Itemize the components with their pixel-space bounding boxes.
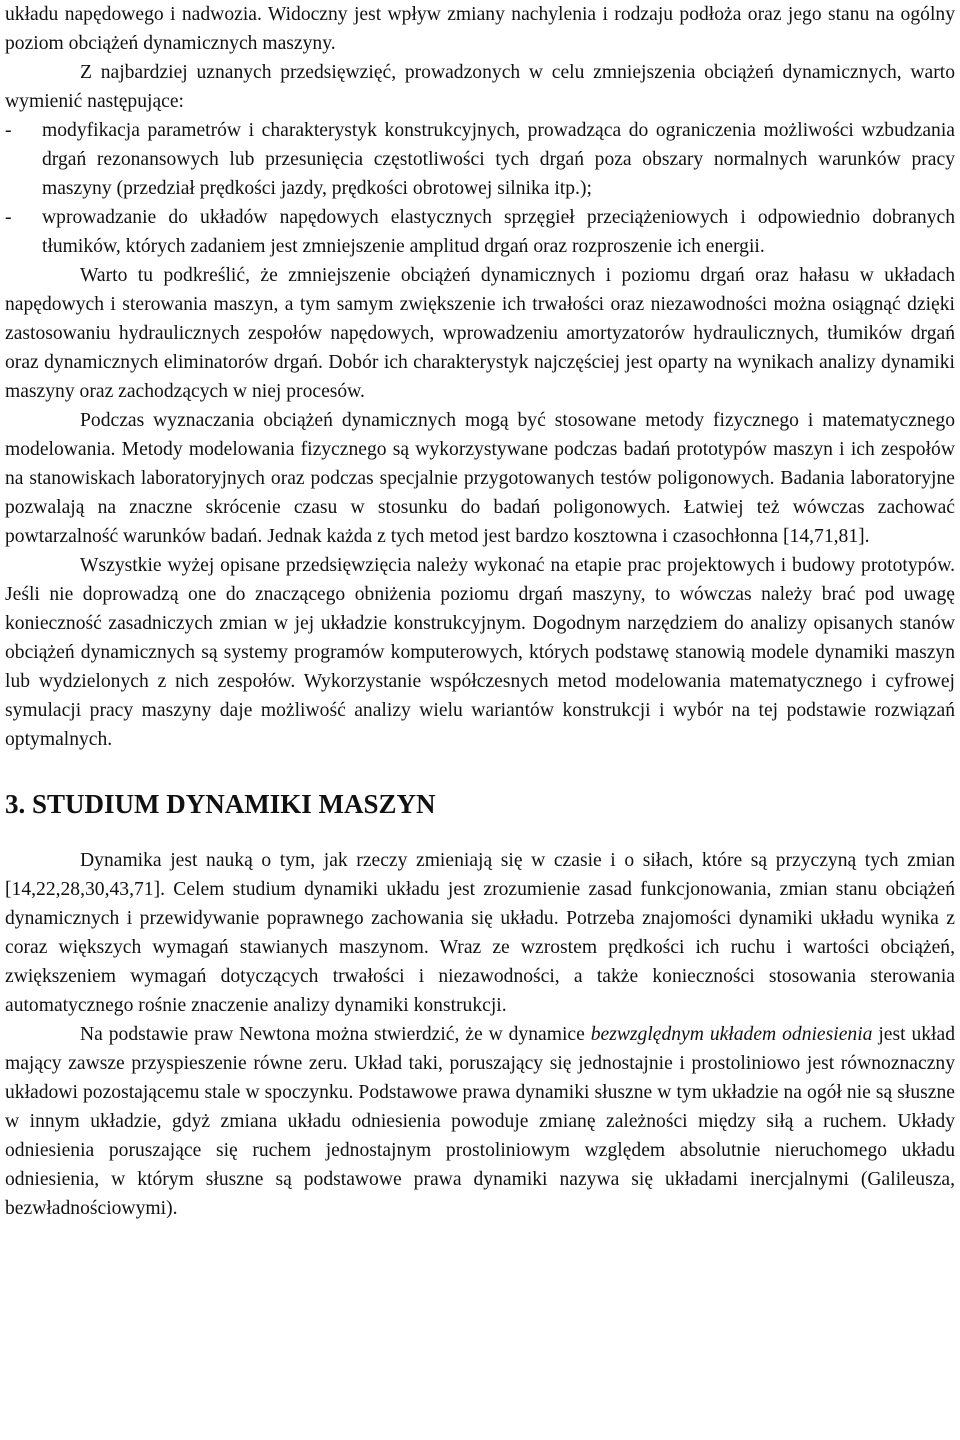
list-dash: -	[5, 207, 12, 228]
section-heading: 3. STUDIUM DYNAMIKI MASZYN	[5, 789, 436, 819]
paragraph-dynamics-definition: Dynamika jest nauką o tym, jak rzeczy zmieniają się w czasie i o siłach, które są przyczyną tych zmian [14,22,28,30,43,71]. Celem studium dynamiki układu jest zrozumienie zasad funkcjonowania, zmian stanu obciążeń dynamicznych i przewidywanie poprawnego zachowania się układu. Potrzeba znajomości dynamiki układu wynika z coraz większych wymagań stawianych maszynom. Wraz ze wzrostem prędkości ich ruchu i wartości obciążeń, zwiększeniem wymagań dotyczących trwałości i niezawodności, a także konieczności stosowania sterowania automatycznego rośnie znaczenie analizy dynamiki konstrukcji.	[5, 850, 955, 1016]
paragraph-design: Wszystkie wyżej opisane przedsięwzięcia należy wykonać na etapie prac projektowych i budowy prototypów. Jeśli nie doprowadzą one do znaczącego obniżenia poziomu drgań maszyny, to wówczas należy brać pod uwagę konieczność zasadniczych zmian w jej układzie konstrukcyjnym. Dogodnym narzędziem do analizy opisanych stanów obciążeń dynamicznych są systemy programów komputerowych, których podstawę stanowią modele dynamiki maszyn lub wydzielonych z nich zespołów. Wykorzystanie współczesnych metod modelowania matematycznego i cyfrowej symulacji pracy maszyny daje możliwość analizy wielu wariantów konstrukcji i wybór na tej podstawie rozwiązań optymalnych.	[5, 555, 955, 750]
list-item-text: modyfikacja parametrów i charakterystyk konstrukcyjnych, prowadząca do ograniczenia możliwości wzbudzania drgań rezonansowych lub przesunięcia częstotliwości tych drgań poza obszary normalnych warunków pracy maszyny (przedział prędkości jazdy, prędkości obrotowej silnika itp.);	[42, 120, 955, 199]
list-item	[5, 116, 955, 203]
paragraph-intro-list: Z najbardziej uznanych przedsięwzięć, prowadzonych w celu zmniejszenia obciążeń dynamicznych, warto wymienić następujące:	[5, 62, 955, 112]
list-dash: -	[5, 120, 12, 141]
list-item	[5, 203, 955, 261]
paragraph-continuation: układu napędowego i nadwozia. Widoczny jest wpływ zmiany nachylenia i rodzaju podłoża oraz jego stanu na ogólny poziom obciążeń dynamicznych maszyny.	[5, 4, 955, 54]
list-item-text: wprowadzanie do układów napędowych elastycznych sprzęgieł przeciążeniowych i odpowiednio dobranych tłumików, których zadaniem jest zmniejszenie amplitud drgań oraz rozproszenie ich energii.	[42, 207, 955, 257]
paragraph-hydraulic: Warto tu podkreślić, że zmniejszenie obciążeń dynamicznych i poziomu drgań oraz hałasu w układach napędowych i sterowania maszyn, a tym samym zwiększenie ich trwałości oraz niezawodności można osiągnąć dzięki zastosowaniu hydraulicznych zespołów napędowych, wprowadzeniu amortyzatorów hydraulicznych, tłumików drgań oraz dynamicznych eliminatorów drgań. Dobór ich charakterystyk najczęściej jest oparty na wynikach analizy dynamiki maszyny oraz zachodzących w niej procesów.	[5, 265, 955, 402]
italic-term: bezwzględnym układem odniesienia	[590, 1024, 873, 1045]
paragraph-modeling: Podczas wyznaczania obciążeń dynamicznych mogą być stosowane metody fizycznego i matematycznego modelowania. Metody modelowania fizycznego są wykorzystywane podczas badań prototypów maszyn i ich zespołów na stanowiskach laboratoryjnych oraz podczas specjalnie przygotowanych testów poligonowych. Badania laboratoryjne pozwalają na znaczne skrócenie czasu w stosunku do badań poligonowych. Łatwiej też wówczas zachować powtarzalność warunków badań. Jednak każda z tych metod jest bardzo kosztowna i czasochłonna [14,71,81].	[5, 410, 955, 547]
document-page	[5, 0, 955, 1223]
paragraph-newton	[5, 1020, 955, 1223]
newton-text-end: jest układ mający zawsze przyspieszenie równe zeru. Układ taki, poruszający się jednostajnie i prostoliniowo jest równoznaczny układowi pozostającemu stale w spoczynku. Podstawowe prawa dynamiki słuszne w tym układzie na ogół nie są słuszne w innym układzie, gdyż zmiana układu odniesienia powoduje zmianę zależności między siłą a ruchem. Układy odniesienia poruszające się ruchem jednostajnym prostoliniowym względem absolutnie nieruchomego układu odniesienia, w którym słuszne są podstawowe prawa dynamiki nazywa się układami inercjalnymi (Galileusza, bezwładnościowymi).	[5, 1024, 955, 1219]
newton-text-start: Na podstawie praw Newtona można stwierdzić, że w dynamice	[80, 1024, 591, 1045]
